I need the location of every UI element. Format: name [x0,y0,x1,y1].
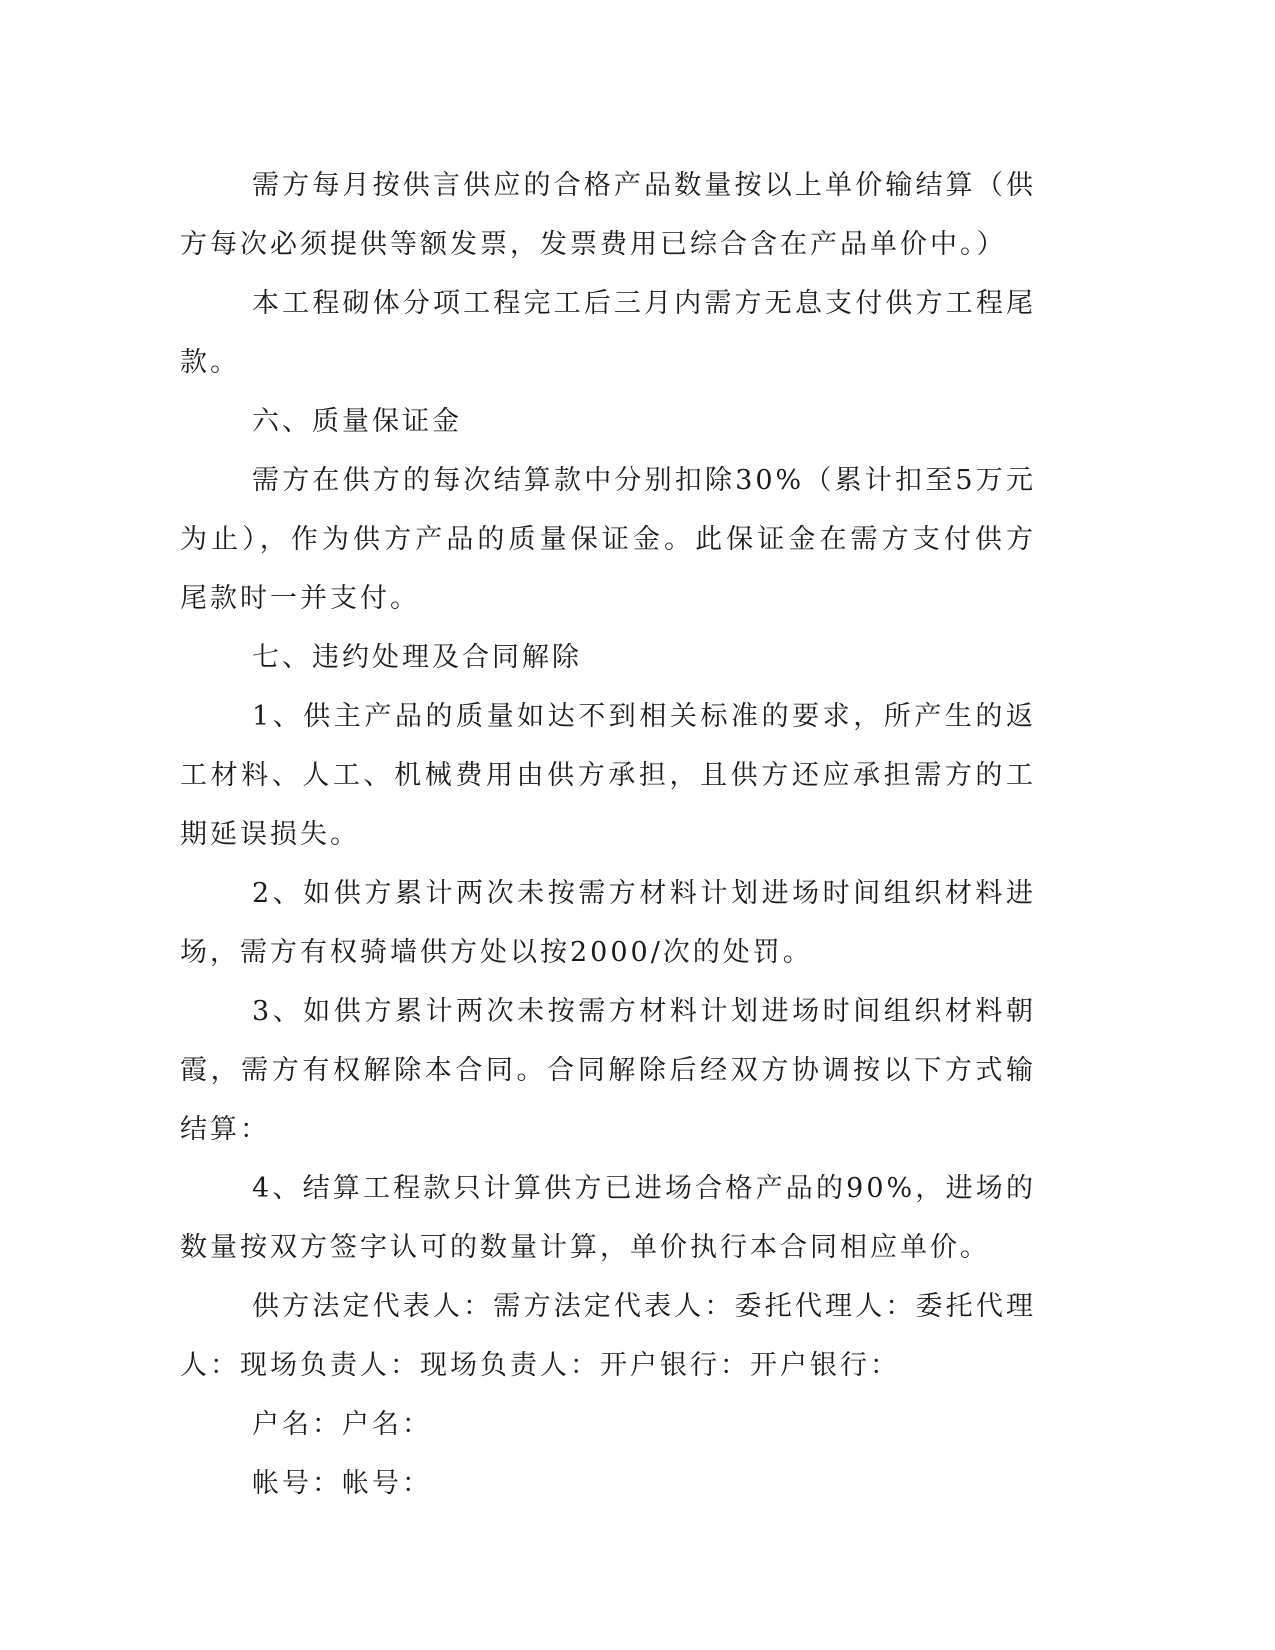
clause-4: 4、结算工程款只计算供方已进场合格产品的90%，进场的数量按双方签字认可的数量计算，单价执行本合同相应单价。 [180,1173,1036,1263]
account-number-line: 帐号：帐号： [252,1468,432,1499]
account-name-line: 户名：户名： [252,1409,432,1440]
clause-1: 1、供主产品的质量如达不到相关标准的要求，所产生的返工材料、人工、机械费用由供方承担，且供方还应承担需方的工期延误损失。 [180,701,1036,850]
clause-2: 2、如供方累计两次未按需方材料计划进场时间组织材料进场，需方有权骑墙供方处以按2000/次的处罚。 [180,878,1036,968]
section-heading-breach: 七、违约处理及合同解除 [252,642,582,673]
paragraph-quality-deposit: 需方在供方的每次结算款中分别扣除30%（累计扣至5万元为止），作为供方产品的质量保证金。此保证金在需方支付供方尾款时一并支付。 [180,465,1036,614]
document-body [180,156,1036,1513]
signature-block: 供方法定代表人：需方法定代表人：委托代理人：委托代理人：现场负责人：现场负责人：开户银行：开户银行： [180,1291,1036,1381]
section-heading-quality-deposit: 六、质量保证金 [252,406,462,437]
clause-3: 3、如供方累计两次未按需方材料计划进场时间组织材料朝霞，需方有权解除本合同。合同解除后经双方协调按以下方式输结算： [180,996,1036,1145]
paragraph-final-payment: 本工程砌体分项工程完工后三月内需方无息支付供方工程尾款。 [180,288,1036,378]
paragraph-settlement: 需方每月按供言供应的合格产品数量按以上单价输结算（供方每次必须提供等额发票，发票费用已综合含在产品单价中。） [180,170,1036,260]
